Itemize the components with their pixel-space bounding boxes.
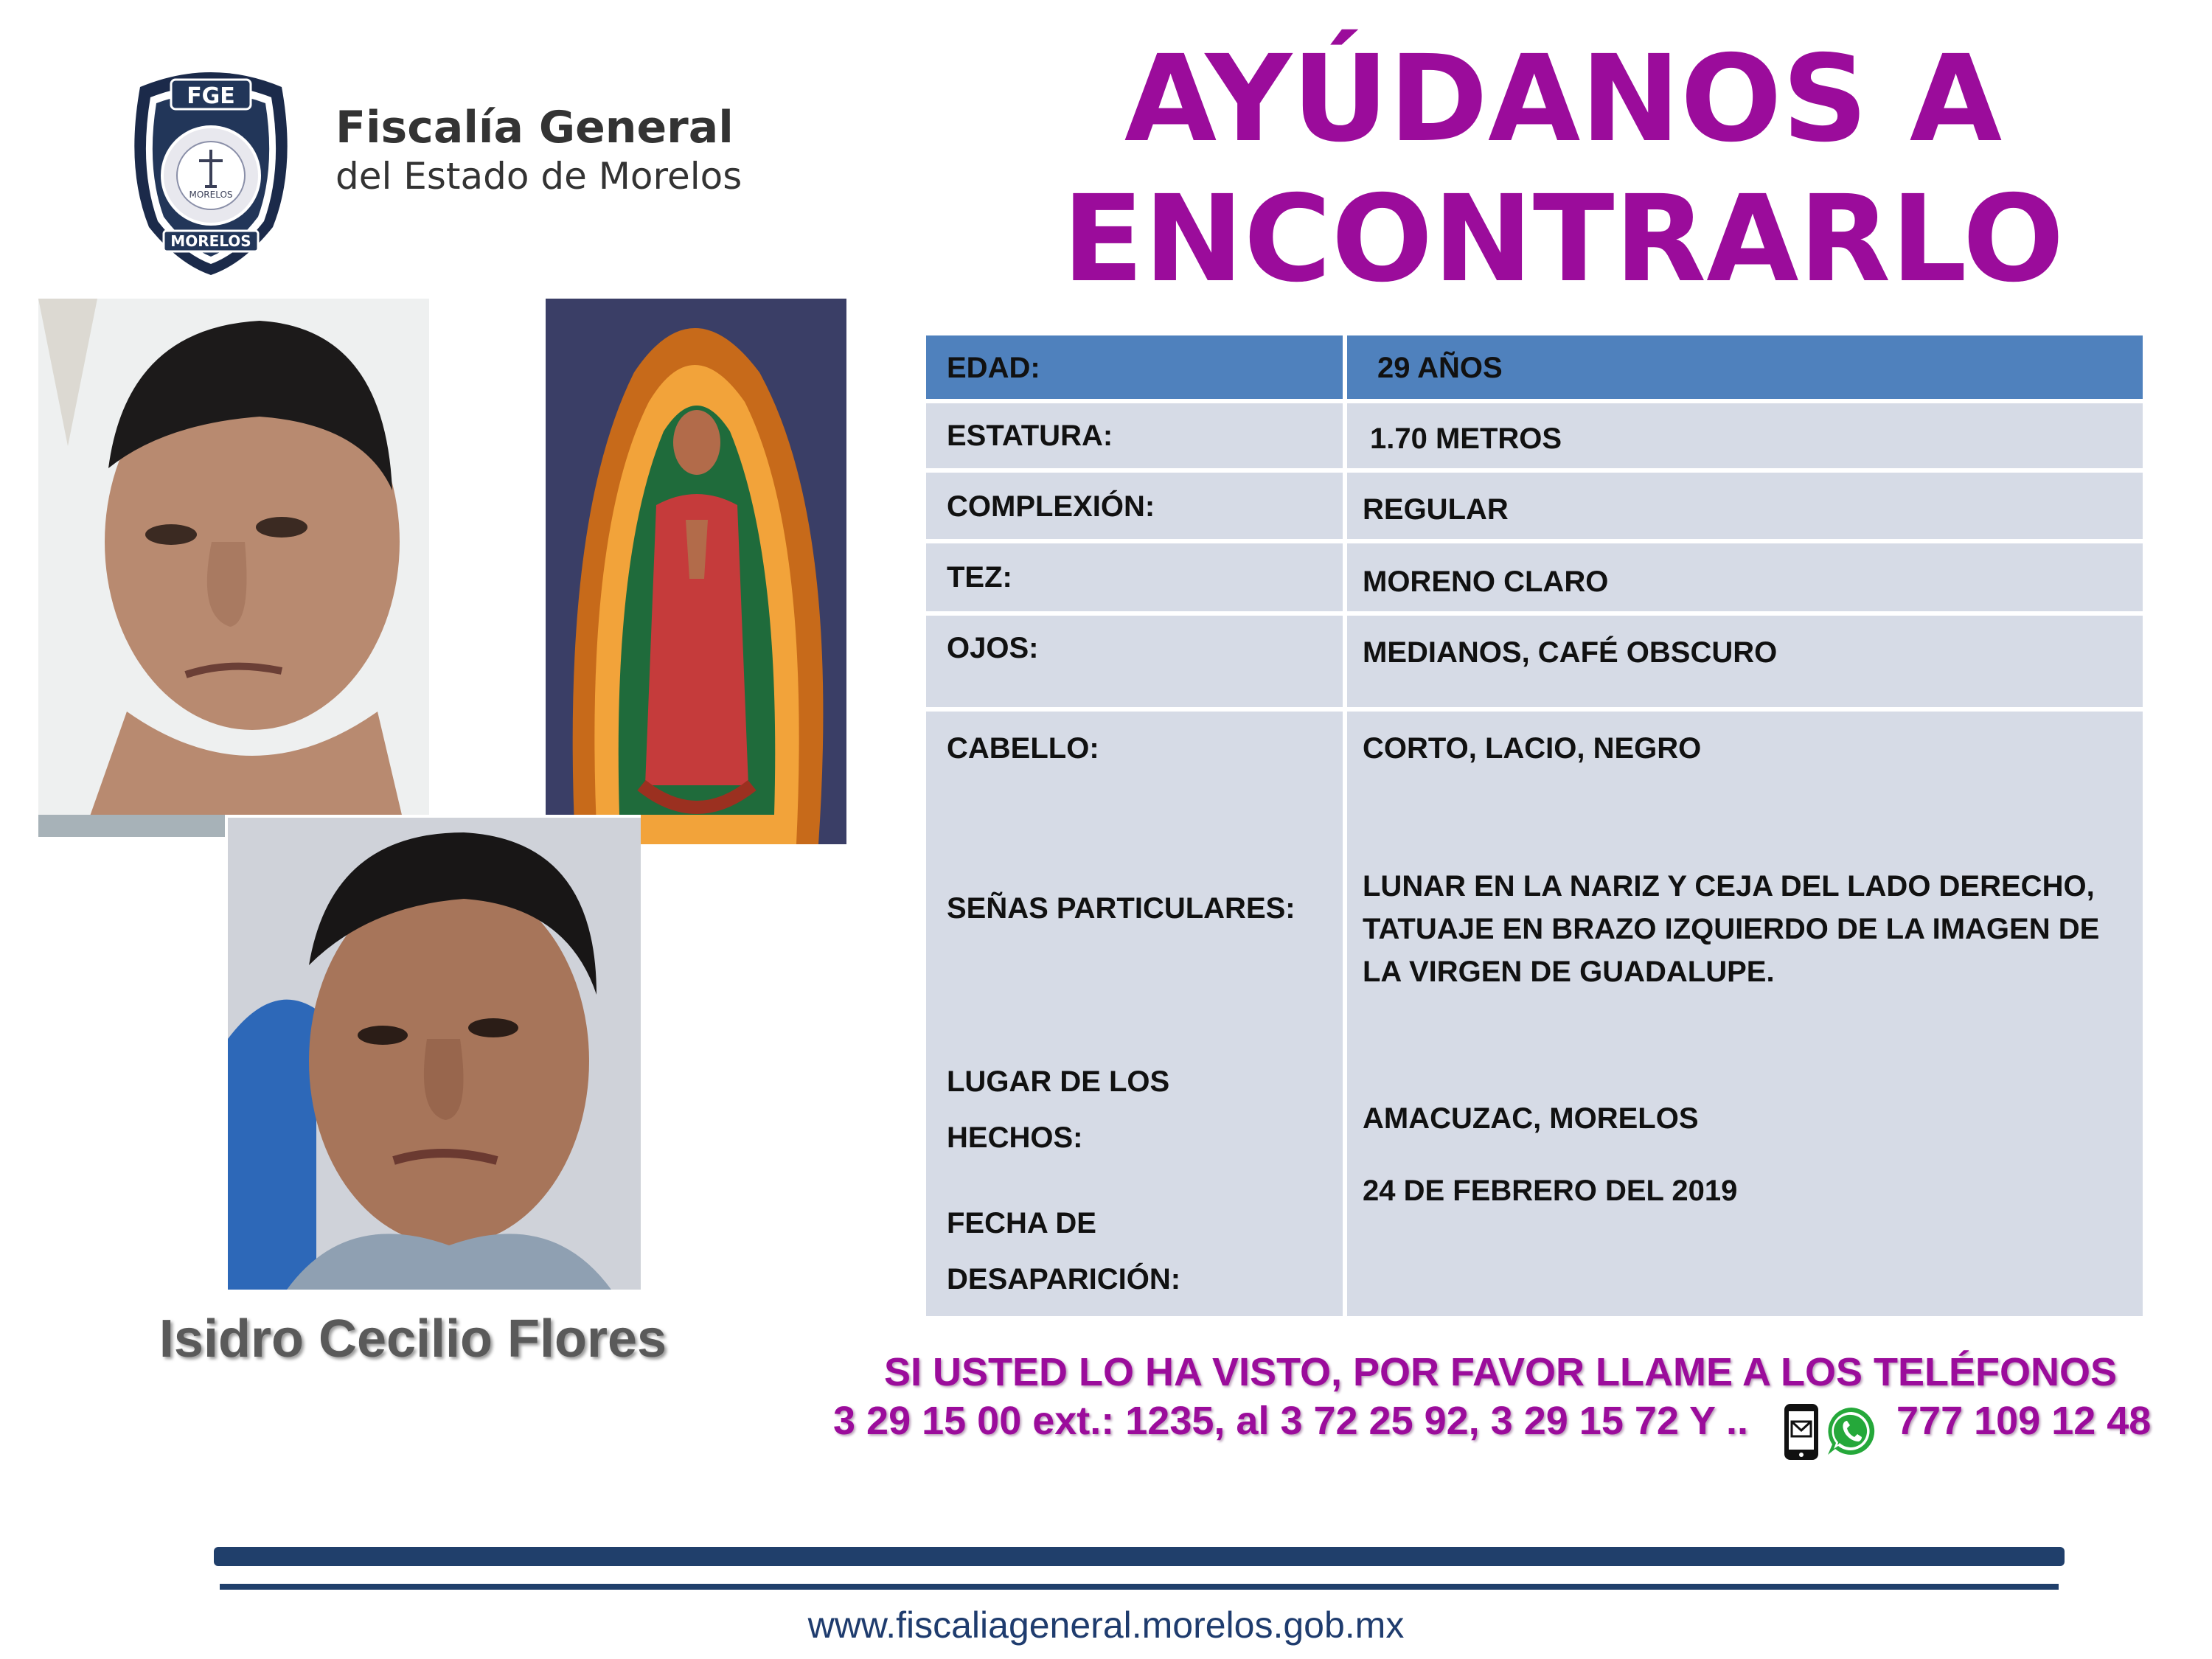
label-ojos: OJOS: — [947, 632, 1039, 664]
person-photo-2 — [225, 815, 641, 1290]
label-complexion: COMPLEXIÓN: — [947, 490, 1155, 523]
row-group-details — [926, 712, 2143, 1316]
footer-bar-thick — [214, 1547, 2065, 1566]
row-ojos — [926, 616, 2143, 707]
details-table — [926, 335, 2143, 1316]
website-link[interactable]: www.fiscaliageneral.morelos.gob.mx — [807, 1604, 1405, 1646]
contact-line-1: SI USTED LO HA VISTO, POR FAVOR LLAME A LOS TELÉFONOS — [883, 1350, 2118, 1394]
value-lugar: AMACUZAC, MORELOS — [1363, 1102, 1699, 1135]
value-complexion: REGULAR — [1363, 493, 1509, 526]
headline-line-2: ENCONTRARLO — [1062, 170, 2065, 309]
value-ojos: MEDIANOS, CAFÉ OBSCURO — [1363, 636, 1778, 669]
headline-line-1: AYÚDANOS A — [1124, 30, 2003, 169]
mobile-phone-icon — [1781, 1402, 1821, 1461]
fge-logo — [125, 58, 296, 279]
value-edad: 29 AÑOS — [1377, 352, 1503, 384]
label-cabello: CABELLO: — [947, 732, 1099, 765]
row-tez — [926, 543, 2143, 611]
label-estatura: ESTATURA: — [947, 420, 1113, 452]
value-cabello: CORTO, LACIO, NEGRO — [1363, 732, 1702, 765]
value-senas: LUNAR EN LA NARIZ Y CEJA DEL LADO DERECHO, TATUAJE EN BRAZO IZQUIERDO DE LA IMAGEN DE LA VIRGEN DE GUADALUPE. — [1363, 870, 2100, 988]
org-subtitle: del Estado de Morelos — [335, 155, 742, 198]
org-name: Fiscalía General — [335, 102, 734, 153]
logo-ribbon-text: MORELOS — [170, 232, 251, 250]
label-fecha-2: DESAPARICIÓN: — [947, 1263, 1181, 1295]
label-fecha-1: FECHA DE — [947, 1207, 1096, 1239]
label-senas: SEÑAS PARTICULARES: — [947, 892, 1295, 925]
headline — [1018, 29, 2109, 310]
value-estatura: 1.70 METROS — [1370, 422, 1562, 455]
row-estatura — [926, 403, 2143, 468]
value-fecha: 24 DE FEBRERO DEL 2019 — [1363, 1175, 1738, 1207]
logo-badge-text: FGE — [187, 83, 235, 109]
whatsapp-number: 777 109 12 48 — [1896, 1399, 2152, 1443]
contact-line-2: 3 29 15 00 ext.: 1235, al 3 72 25 92, 3 29 15 72 Y .. — [833, 1399, 1748, 1443]
footer-bar-thin — [220, 1584, 2059, 1590]
tattoo-photo — [546, 299, 846, 844]
row-complexion — [926, 473, 2143, 539]
label-lugar-2: HECHOS: — [947, 1121, 1083, 1154]
label-tez: TEZ: — [947, 561, 1012, 594]
label-lugar-1: LUGAR DE LOS — [947, 1065, 1170, 1098]
whatsapp-icon — [1825, 1405, 1878, 1458]
value-tez: MORENO CLARO — [1363, 566, 1609, 598]
person-name: Isidro Cecilio Flores — [159, 1310, 667, 1368]
logo-center-text: MORELOS — [189, 189, 233, 200]
label-edad: EDAD: — [947, 352, 1040, 384]
person-photo-1 — [38, 299, 429, 837]
row-edad — [926, 335, 2143, 399]
